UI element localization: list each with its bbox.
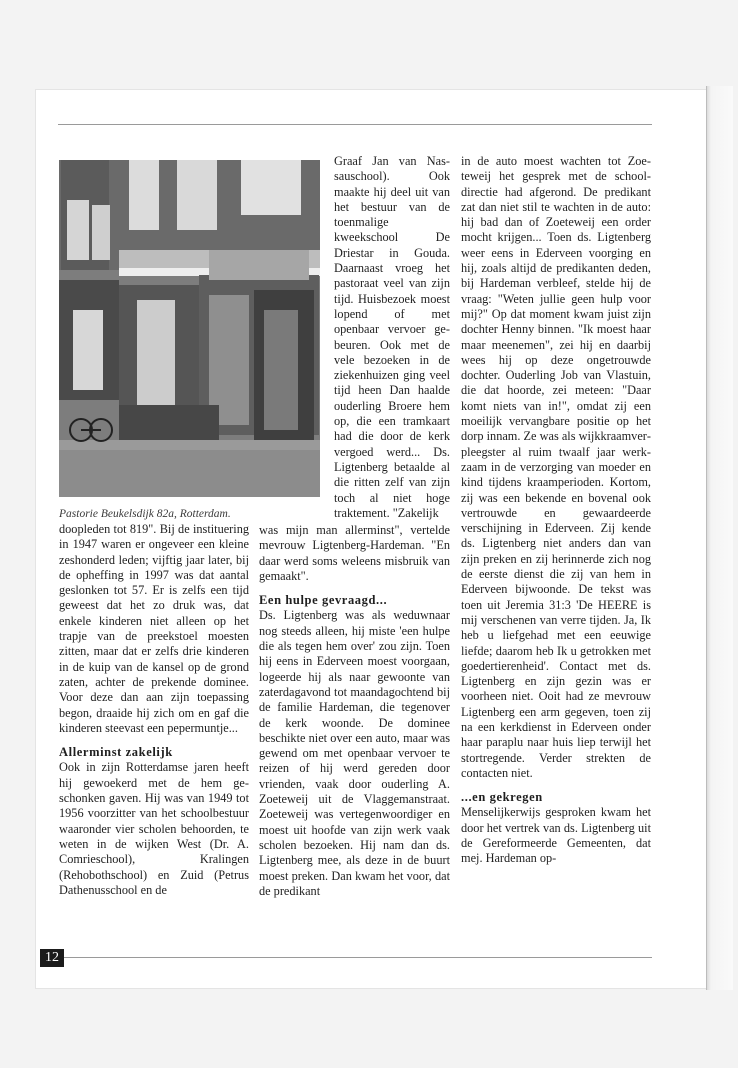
page-edge-shadow — [706, 86, 733, 990]
section-heading: Allerminst zakelijk — [59, 745, 173, 760]
top-rule — [58, 124, 652, 125]
column-1 — [59, 522, 249, 898]
paragraph: Menselijkerwijs gesproken kwam het door het vertrek van ds. Ligtenberg uit de Gereformeerde Gemeenten, dat mej. Hardeman op- — [461, 805, 651, 866]
paragraph: Ook in zijn Rotterdamse jaren heeft hij gewoekerd met de hem geschonken gaven. Hij was van 1949 tot 1956 voorzitter van het schoolbestuur waaronder vier scholen behoorden, te weten in de wijken West (Dr. A. Comrieschool), Kralingen (Rehobothschool) en Zuid (Petrus Dathenusschool en de — [59, 760, 249, 897]
page-number: 12 — [40, 949, 64, 967]
paragraph: Graaf Jan van Nassauschool). Ook maakte hij deel uit van het bestuur van de toenmalige kweekschool De Driestar in Gouda. Daarnaast vroeg het pastoraat veel van zijn tijd. Huisbezoek moest lopend of met openbaar vervoer gebeuren. Ook met de vele bezoeken in de ziekenhuizen ging veel tijd heen Dan haalde ouderling Broere hem op, die een tramkaart had die door de kerk vergoed werd... Ds. Ligtenberg betaalde al die ritten zelf van zijn toch al niet hoge traktement. "Zakelijk — [334, 154, 450, 520]
column-2-top — [334, 154, 450, 521]
paragraph: was mijn man allerminst", vertelde mevrouw Ligtenberg-Hardeman. "En daar werd soms weleens misbruik van gemaakt". — [259, 523, 450, 583]
house-facade-photo — [59, 160, 320, 497]
column-3 — [461, 154, 651, 867]
photo-caption: Pastorie Beukelsdijk 82a, Rotterdam. — [59, 508, 231, 520]
bottom-rule — [64, 957, 652, 958]
section-heading: ...en gekregen — [461, 790, 543, 805]
paragraph: in de auto moest wachten tot Zoeteweij het gesprek met de schooldirectie had afgerond. De predikant zat dan niet stil te wachten in de auto: hij bad dan of Zoeteweij een order mocht krijgen... Toen ds. Ligtenberg weer eens in Ederveen voorging en hij, zoals altijd de predikanten deden, bij Hardeman verbleef, stelde hij de vraag: "Weten jullie geen hulp voor mij?" Op dat moment kwam juist zijn dochter Henny binnen. "Ik moest haar maar meenemen", zei hij en daarbij wees hij op deze ongetrouwde dochter. Ouderling Job van Vlastuin, die dat hoorde, zei meteen: "Daar komt niets van in!", omdat zij een moeilijk vervangbare positie op het dorp innam. Ze was als wijkkraamverpleegster al ruim twaalf jaar werkzaam in de verzorging van moeder en kind tijdens kraamperioden. Kortom, zij was een bekende en bovenal ook vertrouwde en gewaardeerde verschijning in Ederveen. Zij kende ds. Ligtenberg niet anders dan van zijn preken en zij herinnerde zich nog de eerste dienst die zij van hem in Ederveen bijwoonde. De tekst was toen uit Jeremia 31:3 'De HEERE is mij verschenen van verre tijden. Ja, Ik heb u liefgehad met een eeuwige liefde; daarom heb Ik u getrokken met goedertierenheid'. Contact met ds. Ligtenberg en zijn gezin was er voorheen niet. Ooit had ze mevrouw Ligtenberg een arm gegeven, toen zij na een kerkdienst in Ederveen onder haar paraplu naar huis liep terwijl het stortregende. Verder strekten de contacten niet. — [461, 154, 651, 780]
column-2-bottom — [259, 523, 450, 899]
paragraph: doopleden tot 819". Bij de instituering in 1947 waren er ongeveer een kleine zeshonderd leden; vijftig jaar later, bij de opheffing in 1997 was dat aantal geslonken tot 57. Er is zelfs een tijd geweest dat het zo druk was, dat enkele kinderen niet alleen op het trapje van de preekstoel moesten zitten, maar dat er zelfs drie kinderen in de kuip van de kansel op de grond zaten, achter de prekende dominee. Voor deze dan aan zijn toepassing begon, draaide hij zich om en gaf die kinderen steevast een pepermuntje... — [59, 522, 249, 735]
section-heading: Een hulpe gevraagd... — [259, 593, 388, 608]
paragraph: Ds. Ligtenberg was als weduwnaar nog steeds alleen, hij miste 'een hulpe die als tegen hem over' zou zijn. Toen hij eens in Ederveen moest voorgaan, logeerde hij als naar gewoonte van zaterdagavond tot maandagochtend bij de familie Hardeman, die tegenover de kerk woonde. De dominee beschikte niet over een auto, maar was gewend om met openbaar vervoer te reizen of hij werd gereden door vrienden, vaak door ouderling A. Zoeteweij uit de Vlaggemanstraat. Zoeteweij was vertegenwoordiger en moest uit hoofde van zijn werk vaak scholen bezoeken. Hij nam dan ds. Ligtenberg mee, als deze in de buurt moest preken. Dan kwam het voor, dat de predikant — [259, 608, 450, 898]
